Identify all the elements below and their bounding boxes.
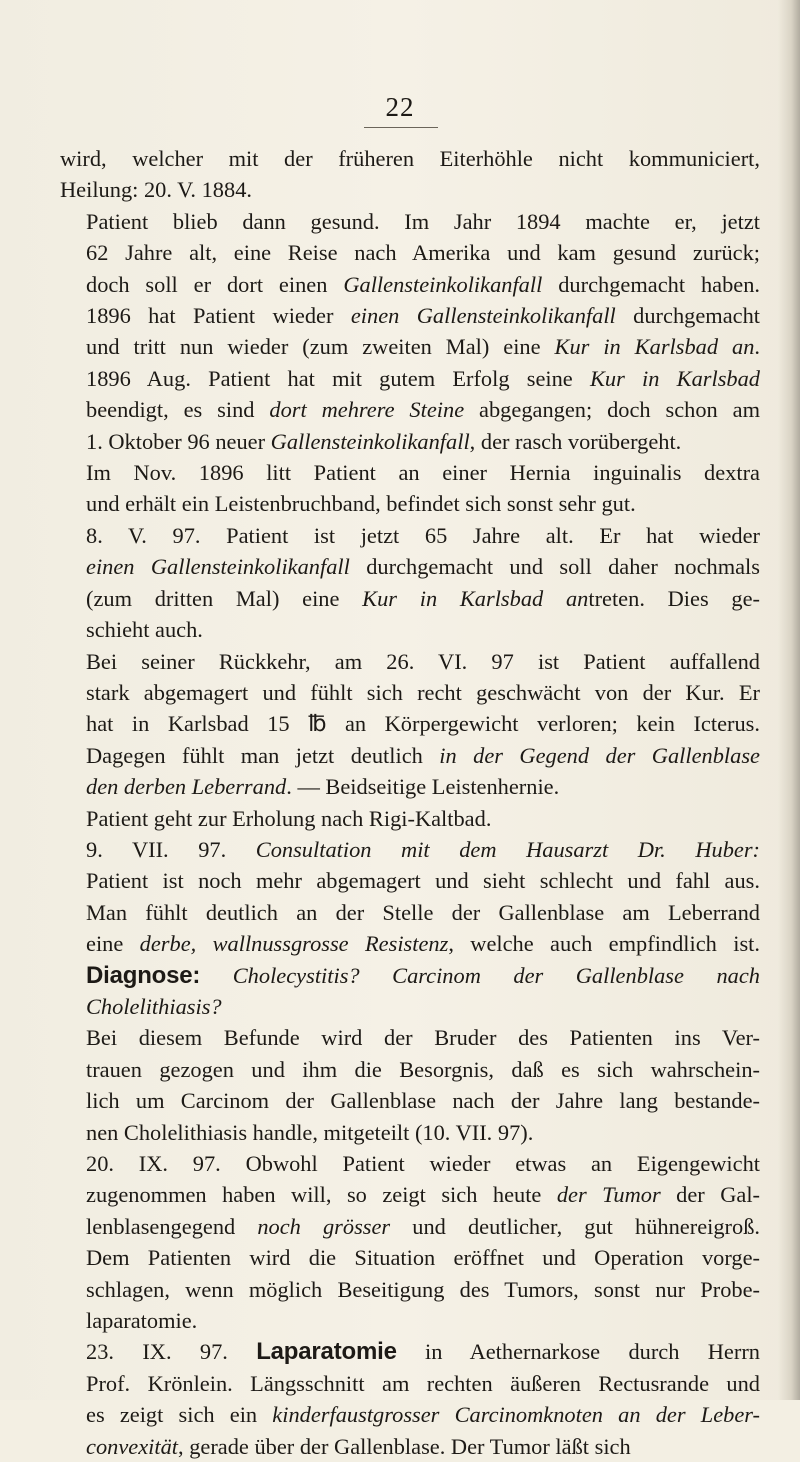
paragraph [60, 206, 760, 457]
text-line: 1. Oktober 96 neuer Gallensteinkolikanfall, der rasch vorübergeht. [86, 428, 682, 454]
paragraph [60, 646, 760, 803]
text-line: Heilung: 20. V. 1884. [60, 177, 252, 203]
text-line: trauen gezogen und ihm die Besorgnis, daß es sich wahrschein- [86, 1056, 760, 1082]
text-line: Im Nov. 1896 litt Patient an einer Hernia inguinalis dextra [86, 460, 760, 486]
text-line: nen Cholelithiasis handle, mitgeteilt (10. VII. 97). [86, 1119, 534, 1145]
paragraph [60, 1336, 760, 1462]
text-line: doch soll er dort einen Gallensteinkolikanfall durchgemacht haben. [86, 271, 761, 297]
paragraph [60, 1148, 760, 1336]
text-line: 8. V. 97. Patient ist jetzt 65 Jahre alt. Er hat wieder [86, 522, 760, 548]
text-line: schieht auch. [86, 617, 203, 643]
body-text [60, 143, 760, 1462]
text-line: stark abgemagert und fühlt sich recht geschwächt von der Kur. Er [86, 679, 760, 705]
text-line: Diagnose: Cholecystitis? Carcinom der Gallenblase nach [86, 961, 760, 989]
text-line: Prof. Krönlein. Längsschnitt am rechten äußeren Rectusrande und [86, 1370, 760, 1396]
text-line: Patient geht zur Erholung nach Rigi-Kaltbad. [86, 805, 492, 831]
paragraph [60, 803, 760, 834]
text-line: (zum dritten Mal) eine Kur in Karlsbad antreten. Dies ge- [86, 585, 760, 611]
text-line: zugenommen haben will, so zeigt sich heute der Tumor der Gal- [86, 1182, 761, 1208]
text-line: den derben Leberrand. — Beidseitige Leistenhernie. [86, 774, 560, 800]
text-line: und tritt nun wieder (zum zweiten Mal) eine Kur in Karlsbad an. [86, 334, 761, 360]
paragraph [60, 520, 760, 646]
text-line: wird, welcher mit der früheren Eiterhöhle nicht kommuniciert, [60, 146, 760, 171]
text-line: Bei diesem Befunde wird der Bruder des Patienten ins Ver- [86, 1025, 760, 1051]
text-line: es zeigt sich ein kinderfaustgrosser Carcinomknoten an der Leber- [86, 1402, 760, 1428]
text-line: hat in Karlsbad 15 ℔ an Körpergewicht verloren; kein Icterus. [86, 711, 760, 737]
text-line: Dagegen fühlt man jetzt deutlich in der Gegend der Gallenblase [86, 742, 760, 768]
text-line: Patient ist noch mehr abgemagert und sieht schlecht und fahl aus. [86, 868, 760, 894]
text-line: Cholelithiasis? [86, 993, 222, 1019]
text-line: und erhält ein Leistenbruchband, befindet sich sonst sehr gut. [86, 491, 636, 517]
page-edge-shadow [778, 0, 800, 1400]
text-line: eine derbe, wallnussgrosse Resistenz, welche auch empfindlich ist. [86, 931, 760, 957]
text-line: 23. IX. 97. Laparatomie in Aethernarkose durch Herrn [86, 1338, 760, 1366]
text-line: 62 Jahre alt, eine Reise nach Amerika und kam gesund zurück; [86, 240, 760, 266]
text-line: 1896 hat Patient wieder einen Gallensteinkolikanfall durchgemacht [86, 303, 760, 329]
text-line: Man fühlt deutlich an der Stelle der Gallenblase am Leberrand [86, 899, 760, 925]
text-line: Dem Patienten wird die Situation eröffnet und Operation vorge- [86, 1245, 760, 1271]
text-line: laparatomie. [86, 1308, 198, 1334]
text-line: Patient blieb dann gesund. Im Jahr 1894 machte er, jetzt [86, 208, 760, 234]
text-line: 20. IX. 97. Obwohl Patient wieder etwas an Eigengewicht [86, 1151, 760, 1176]
text-line: convexität, gerade über der Gallenblase. Der Tumor läßt sich [86, 1433, 631, 1459]
text-line: beendigt, es sind dort mehrere Steine abgegangen; doch schon am [86, 397, 761, 423]
text-line: einen Gallensteinkolikanfall durchgemacht und soll daher nochmals [86, 554, 760, 580]
page-number-rule [364, 127, 438, 128]
text-line: 9. VII. 97. Consultation mit dem Hausarzt Dr. Huber: [86, 836, 760, 862]
page-number: 22 [385, 92, 415, 122]
text-line: schlagen, wenn möglich Beseitigung des Tumors, sonst nur Probe- [86, 1276, 760, 1302]
paragraph [60, 834, 760, 1022]
text-line: Bei seiner Rückkehr, am 26. VI. 97 ist Patient auffallend [86, 648, 760, 674]
paragraph [60, 1022, 760, 1148]
text-line: lich um Carcinom der Gallenblase nach der Jahre lang bestande- [86, 1088, 760, 1114]
text-line: 1896 Aug. Patient hat mit gutem Erfolg seine Kur in Karlsbad [86, 365, 760, 391]
paragraph [60, 143, 760, 206]
text-line: lenblasengegend noch grösser und deutlicher, gut hühnereigroß. [86, 1213, 760, 1239]
paragraph [60, 457, 760, 520]
